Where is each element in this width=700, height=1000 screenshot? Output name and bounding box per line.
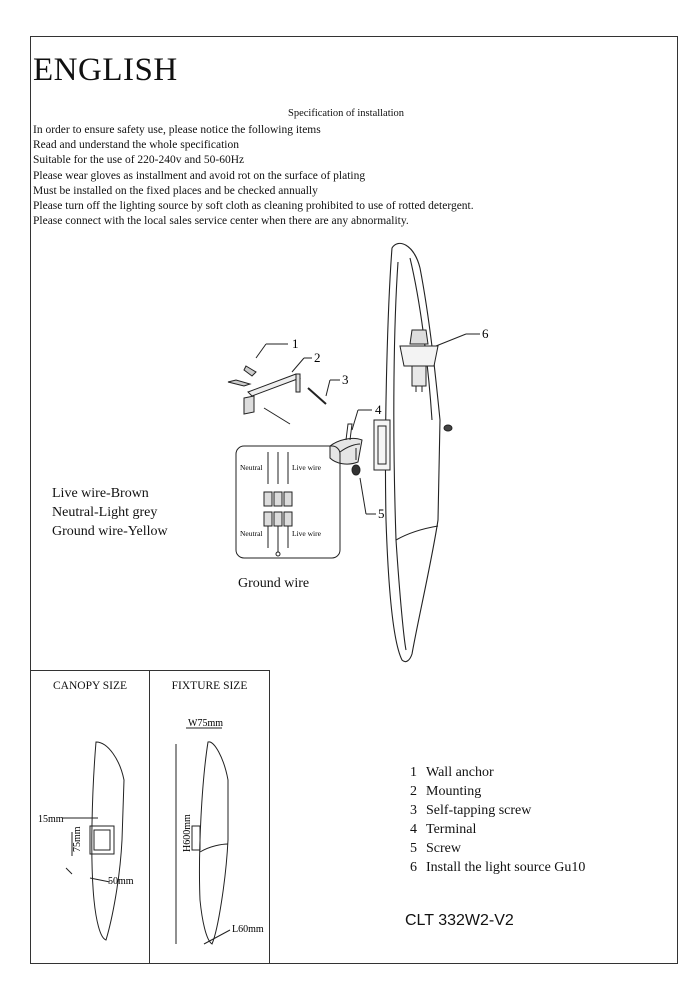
canopy-height-label: 75mm — [72, 826, 83, 852]
canopy-plate — [374, 420, 390, 470]
callout-6: 6 — [482, 326, 489, 341]
callout-2: 2 — [314, 350, 321, 365]
spec-title: Specification of installation — [288, 108, 405, 119]
fixture-size-title: FIXTURE SIZE — [171, 680, 248, 692]
parts-list-item — [410, 839, 585, 858]
wire-legend-live: Live wire-Brown — [52, 486, 149, 501]
part-number: 1 — [410, 765, 417, 780]
fixture-width-label: W75mm — [188, 718, 223, 729]
note-item: Please turn off the lighting source by soft cloth as cleaning prohibited to use of rotted detergent. — [33, 200, 474, 213]
canopy-size-title: CANOPY SIZE — [52, 680, 127, 692]
model-number: CLT 332W2-V2 — [405, 912, 514, 929]
callout-4: 4 — [375, 402, 382, 417]
part-number: 2 — [410, 784, 417, 799]
parts-list-item — [410, 763, 585, 782]
note-item: In order to ensure safety use, please notice the following items — [33, 124, 321, 136]
ground-wire-caption: Ground wire — [238, 576, 310, 591]
note-item: Must be installed on the fixed places and be checked annually — [33, 184, 318, 197]
gu10-lamp — [400, 330, 438, 392]
fixture-size-cell — [149, 670, 270, 964]
fixture-height-label: H600mm — [182, 814, 193, 852]
fixture-depth-label: L60mm — [232, 924, 264, 935]
part-label: Mounting — [426, 784, 482, 799]
note-item: Read and understand the whole specification — [33, 139, 239, 152]
note-item: Please wear gloves as installment and avoid rot on the surface of plating — [33, 169, 366, 182]
part-number: 4 — [410, 822, 417, 837]
note-item: Please connect with the local sales service center when there are any abnormality. — [33, 215, 409, 228]
parts-list — [410, 763, 585, 877]
wire-legend-neutral: Neutral-Light grey — [52, 505, 158, 520]
part-number: 3 — [410, 803, 417, 818]
inset-live-bottom: Live wire — [292, 529, 321, 538]
callout-1: 1 — [292, 336, 299, 351]
inset-neutral-bottom: Neutral — [240, 529, 263, 538]
callout-3: 3 — [342, 372, 349, 387]
part-label: Screw — [426, 841, 461, 856]
part-label: Terminal — [426, 822, 477, 837]
parts-list-item — [410, 801, 585, 820]
callout-5: 5 — [378, 506, 385, 521]
part-label: Self-tapping screw — [426, 803, 532, 818]
wire-legend — [52, 484, 168, 541]
canopy-width-label: 50mm — [108, 876, 134, 887]
parts-list-item — [410, 820, 585, 839]
fixture-drawing — [385, 243, 440, 661]
size-table — [30, 670, 270, 964]
part-label: Wall anchor — [426, 765, 494, 780]
side-screw — [444, 425, 452, 431]
inset-neutral-top: Neutral — [240, 463, 263, 472]
terminal-block — [330, 424, 362, 475]
part-label: Install the light source Gu10 — [426, 860, 586, 875]
part-number: 5 — [410, 841, 417, 856]
note-item: Suitable for the use of 220-240v and 50-60Hz — [33, 154, 245, 167]
canopy-depth-label: 15mm — [38, 814, 64, 825]
parts-list-item — [410, 858, 585, 877]
part-number: 6 — [410, 860, 417, 875]
canopy-size-cell — [30, 670, 150, 964]
mounting-hardware — [228, 366, 326, 424]
inset-live-top: Live wire — [292, 463, 321, 472]
parts-list-item — [410, 782, 585, 801]
page-heading: ENGLISH — [33, 52, 178, 88]
wire-legend-ground: Ground wire-Yellow — [52, 524, 168, 539]
